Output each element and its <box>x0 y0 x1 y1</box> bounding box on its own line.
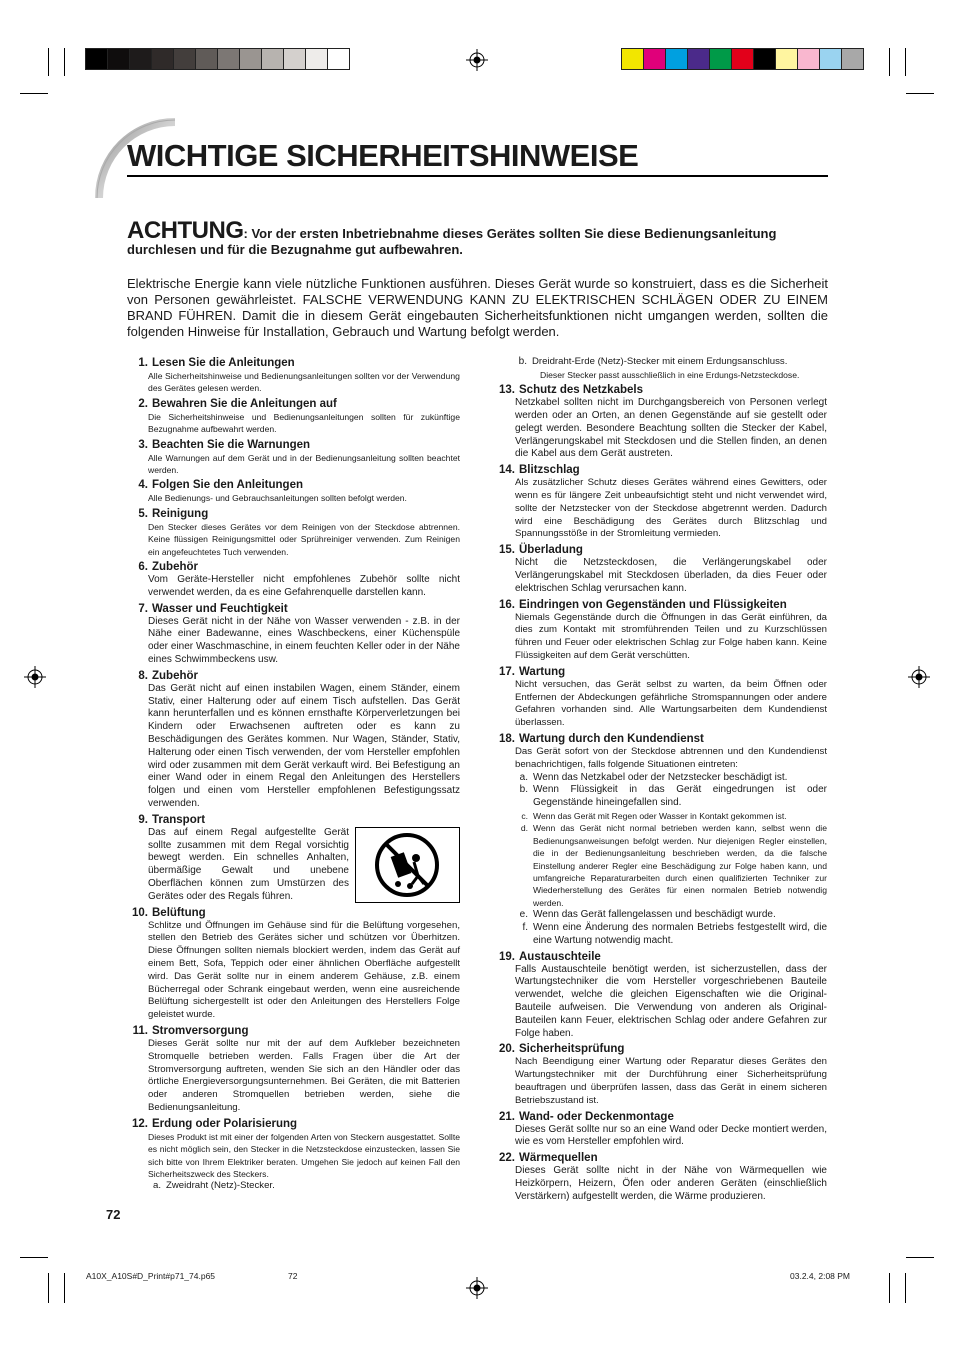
color-swatch <box>775 48 798 70</box>
color-swatch-row <box>622 48 864 68</box>
item-body: Als zusätzlicher Schutz dieses Gerätes während eines Gewitters, oder wenn es für längere Zeit unbeaufsichtigt steht und nicht verwendet wird, sollte der Netzstecker von der Steckdose abgetrennt werden. Dadurch wird eine Beschädigung des Gerätes durch Blitzschlag und Spannungsstöße in der Stromleitung vermieden. <box>515 477 827 540</box>
color-swatch <box>621 48 644 70</box>
item-number: 11. <box>132 1024 148 1037</box>
right-column <box>494 356 827 1206</box>
sub-item <box>515 922 827 948</box>
sub-item <box>515 772 827 785</box>
sub-item <box>515 784 827 810</box>
color-swatch <box>217 48 240 70</box>
sub-item-text: Wenn das Gerät nicht normal betrieben werden kann, selbst wenn die Bedienungsanweisungen befolgt werden. Nur diejenigen Regler einstellen, die in der Bedienungsanleitung beschrieben werden, da die falsche Einstellung anderer Regler eine Beschädigung zur Folge haben kann, und umfangreiche Reparaturarbeiten durch einen qualifizierten Techniker zur Wiederherstellung des Gerätes für einen normalen Betrieb notwendig werden. <box>533 823 827 908</box>
color-swatch <box>327 48 350 70</box>
item-number: 19. <box>499 950 515 963</box>
color-swatch <box>151 48 174 70</box>
item-body: Falls Austauschteile benötigt werden, ist sicherzustellen, dass der Wartungstechniker die vom Hersteller vorgeschriebenen Bauteile verwendet, welche die gleichen Eigenschaften wie die Original-Bauteile aufweisen. Die Verwendung von anderen als Original-Bauteilen kann Feuer, elektrischen Schlag oder andere Gefahren zur Folge haben. <box>515 963 827 1039</box>
sub-item-letter: e. <box>519 909 528 921</box>
sub-item-text: Wenn das Gerät mit Regen oder Wasser in Kontakt gekommen ist. <box>533 810 787 821</box>
item-heading: Reinigung <box>152 507 209 520</box>
item-number: 4. <box>138 479 148 492</box>
item-number: 3. <box>138 438 148 451</box>
item-body: Netzkabel sollten nicht im Durchgangsbereich von Personen verlegt werden oder an Orten, an denen Gegenstände auf sie gestellt oder gelegt werden. Besondere Beachtung sollten die Stecker der Kabel, Verlängerungskabel mit Steckdosen und die Stellen finden, an denen die Kabel aus dem Gerät austreten. <box>515 397 827 460</box>
crop-mark <box>905 48 906 76</box>
item-body: Alle Sicherheitshinweise und Bedienungsanleitungen sollten vor der Verwendung des Gerätes gelesen werden. <box>148 371 460 394</box>
color-swatch <box>129 48 152 70</box>
color-swatch <box>731 48 754 70</box>
safety-item <box>494 598 827 663</box>
crop-mark <box>906 93 934 94</box>
item-number: 7. <box>138 602 148 615</box>
intro-paragraph: Elektrische Energie kann viele nützliche Funktionen ausführen. Dieses Gerät wurde so konstruiert, dass es die Sicherheit von Personen gewährleistet. FALSCHE VERWENDUNG KANN ZU ELEKTRISCHEN SCHLÄGEN ODER ZU EINEM BRAND FÜHREN. Damit die in diesem Gerät eingebauten Sicherheitsfunktionen nicht umgangen werden, sollten die folgenden Hinweise für Installation, Gebrauch und Wartung befolgt werden. <box>127 276 828 339</box>
item-number: 18. <box>499 732 515 745</box>
item-body: Dieses Gerät sollte nur mit der auf dem Aufkleber bezeichneten Stromquelle betrieben werden. Falls Fragen über die Art der Stromversorgung auftreten, wenden Sie sich an den Händler oder das örtliche Energieversorgungsunternehmen. Bei Geräten, die mit Batterien oder anderen Stromquellen betrieben werden, siehe die Bedienungsanleitung. <box>148 1037 460 1113</box>
item-number: 6. <box>138 561 148 574</box>
item-heading: Transport <box>152 813 206 826</box>
sub-item-letter: b. <box>518 356 527 367</box>
safety-item <box>494 665 827 730</box>
item-number: 1. <box>138 357 148 369</box>
color-swatch <box>239 48 262 70</box>
registration-mark-icon <box>466 1277 488 1299</box>
sub-item-letter: d. <box>520 823 528 834</box>
color-swatch <box>709 48 732 70</box>
page-number: 72 <box>106 1207 121 1222</box>
item-body: Den Stecker dieses Gerätes vor dem Reinigen von der Steckdose abtrennen. Keine flüssigen Reinigungsmittel oder Sprühreiniger verwenden. Zum Reinigen ein angefeuchtetes Tuch verwenden. <box>148 521 460 557</box>
item-number: 10. <box>132 906 148 919</box>
item-body: Vom Geräte-Hersteller nicht empfohlenes Zubehör sollte nicht verwendet werden, da es eine Gefahrenquelle darstellen kann. <box>148 574 460 598</box>
safety-item <box>127 438 460 477</box>
item-number: 8. <box>138 669 148 682</box>
item-body: Nicht versuchen, das Gerät selbst zu warten, da beim Öffnen oder Entfernen der Abdeckungen gefährliche Stromspannungen oder andere Gefahren vorhanden sind. Alle Wartungsarbeiten dem Kundendienst überlassen. <box>515 678 827 729</box>
crop-mark <box>48 1273 49 1303</box>
safety-item <box>127 669 460 811</box>
color-swatch <box>173 48 196 70</box>
registration-mark-icon <box>24 666 46 688</box>
item-number: 5. <box>138 507 148 520</box>
color-swatch <box>665 48 688 70</box>
sub-item <box>514 356 827 369</box>
footer-filename: A10X_A10S#D_Print#p71_74.p65 <box>86 1271 216 1281</box>
sub-item-text: Dreidraht-Erde (Netz)-Stecker mit einem Erdungsanschluss. <box>532 356 788 367</box>
item-body: Das Gerät nicht auf einen instabilen Wagen, einem Ständer, einem Stativ, einer Halterung oder auf einem Tisch aufstellen. Das Gerät kann herunterfallen und es können ernsthafte Körperverletzungen bei Kindern oder Erwachsenen auftreten oder es kann zu Beschädigungen des Gerätes kommen. Nur Wagen, Ständer, Stativ, Halterung oder einen Tisch verwenden, der vom Hersteller empfohlen wird oder zusammen mit dem Gerät verkauft wird. Bei Befestigung an einer Wand oder in einem Regal den Anleitungen des Herstellers folgen und einen vom Hersteller empfohlenen Befestigungssatz verwenden. <box>148 682 460 810</box>
safety-item <box>127 507 460 558</box>
safety-item <box>127 602 460 667</box>
sub-item <box>515 822 827 909</box>
sub-item-text: Zweidraht (Netz)-Stecker. <box>166 1180 275 1192</box>
crop-mark <box>48 48 49 76</box>
safety-item <box>494 543 827 595</box>
safety-item <box>494 1110 827 1150</box>
sub-item-letter: f. <box>522 921 528 933</box>
item-heading: Schutz des Netzkabels <box>519 384 643 397</box>
item-number: 9. <box>138 813 148 826</box>
safety-item <box>494 732 827 948</box>
footer-date: 03.2.4, 2:08 PM <box>790 1271 851 1281</box>
item-heading: Belüftung <box>152 906 206 919</box>
safety-item <box>127 906 460 1022</box>
color-swatch <box>753 48 776 70</box>
page-title: WICHTIGE SICHERHEITSHINWEISE <box>127 138 639 173</box>
item-body: Alle Warnungen auf dem Gerät und in der Bedienungsanleitung sollten beachtet werden. <box>148 452 460 476</box>
color-swatch <box>797 48 820 70</box>
sub-item <box>148 1180 460 1192</box>
item-body: Dieses Gerät sollte nur so an eine Wand oder Decke montiert werden, wie es vom Hersteller empfohlen wird. <box>515 1123 827 1148</box>
cart-warning-icon <box>355 827 460 903</box>
item-body: Niemals Gegenstände durch die Öffnungen in das Gerät einführen, da dies zum Kontakt mit stromführenden Teilen und zu Kurzschlüssen führen und Feuer oder elektrischen Schlag zur Folge haben kann. Keine Flüssigkeiten auf dem Gerät verschütten. <box>515 611 827 661</box>
left-column <box>127 356 460 1195</box>
item-heading: Folgen Sie den Anleitungen <box>152 479 303 492</box>
item-body: Das auf einem Regal aufgestellte Gerät sollte zusammen mit dem Regal vorsichtig bewegt werden. Ein schnelles Anhalten, übermäßige Gewalt und unebene Oberflächen können zum Umstürzen des Gerätes oder des Regals führen. <box>148 826 349 902</box>
item-body: Dieses Gerät nicht in der Nähe von Wasser verwenden - z.B. in der Nähe einer Badewanne, eines Waschbeckens, einer Küchenspüle oder einer Waschmaschine, in einem feuchten Keller oder in der Nähe eines Schwimmbeckens usw. <box>148 615 460 666</box>
sub-item-letter: c. <box>521 810 528 821</box>
footer-page: 72 <box>288 1271 298 1281</box>
item-number: 12. <box>132 1117 148 1130</box>
item-heading: Wartung durch den Kundendienst <box>519 732 704 745</box>
safety-item <box>494 1042 827 1107</box>
color-swatch <box>261 48 284 70</box>
item-body: Nicht die Netzsteckdosen, die Verlängerungskabel oder Verlängerungskabel mit Steckdosen überladen, da dies Feuer oder elektrischen Schlag verursachen kann. <box>515 557 827 594</box>
safety-item <box>127 1024 460 1115</box>
plug-note: Dieser Stecker passt ausschließlich in eine Erdungs-Netzsteckdose. <box>540 369 800 380</box>
sub-item-letter: b. <box>519 784 528 796</box>
safety-item <box>127 560 460 600</box>
item-body: Die Sicherheitshinweise und Bedienungsanleitungen sollten für zukünftige Bezugnahme aufbewahrt werden. <box>148 411 460 435</box>
color-swatch <box>819 48 842 70</box>
title-underline <box>127 175 828 177</box>
safety-item <box>127 478 460 504</box>
crop-mark <box>905 1273 906 1303</box>
color-swatch <box>85 48 108 70</box>
safety-item <box>494 383 827 461</box>
item-heading: Stromversorgung <box>152 1024 249 1037</box>
sub-item <box>515 810 827 822</box>
item-number: 22. <box>499 1152 515 1165</box>
item-heading: Erdung oder Polarisierung <box>152 1117 298 1130</box>
item-number: 13. <box>499 384 515 397</box>
item-body: Das Gerät sofort von der Steckdose abtrennen und den Kundendienst benachrichtigen, falls folgende Situationen eintreten: <box>515 745 827 770</box>
color-swatch <box>643 48 666 70</box>
item-heading: Wartung <box>519 665 566 678</box>
safety-item <box>127 356 460 395</box>
crop-mark <box>20 93 48 94</box>
item-body: Dieses Produkt ist mit einer der folgenden Arten von Steckern ausgestattet. Sollte es nicht möglich sein, den Stecker in die Netzsteckdose einzustecken, lassen Sie sich bitte von Ihrem Elektriker beraten. Umgehen Sie jedoch auf keinen Fall den Sicherheitszweck des Steckers. <box>148 1131 460 1179</box>
sub-item-letter: a. <box>519 771 528 783</box>
sub-item-letter: a. <box>152 1180 161 1192</box>
item-body: Schlitze und Öffnungen im Gehäuse sind für die Belüftung vorgesehen, stellen den Betrieb des Gerätes sicher und schützen vor Überhitzen. Diese Öffnungen sollten niemals blockiert werden, indem das Gerät auf einem Bett, Sofa, Teppich oder einer ähnlichen Oberfläche aufgestellt wird. Das Gerät sollte nur in einem anderem Gehäuse, z.B. einem Bücherregal oder Schrank eingebaut werden, wenn eine ausreichende Belüftung sichergestellt ist oder den Anleitungen des Herstellers Folge geleistet wurde. <box>148 919 460 1021</box>
item-number: 17. <box>499 665 515 678</box>
sub-item-text: Wenn eine Änderung des normalen Betriebs festgestellt wird, die eine Wartung notwendig macht. <box>533 921 827 946</box>
item-heading: Zubehör <box>152 669 198 682</box>
crop-mark <box>64 1273 65 1303</box>
safety-item <box>494 463 827 541</box>
item-heading: Blitzschlag <box>519 464 580 477</box>
color-swatch <box>195 48 218 70</box>
item-body: Alle Bedienungs- und Gebrauchsanleitungen sollten befolgt werden. <box>148 493 407 504</box>
item-body: Dieses Gerät sollte nicht in der Nähe von Wärmequellen wie Heizkörpern, Heizern, Öfen oder anderen Geräten (einschließlich Verstärkern) aufgestellt werden, die Wärme produzieren. <box>515 1165 827 1202</box>
gray-swatch-row <box>86 48 350 68</box>
item-heading: Beachten Sie die Warnungen <box>152 438 311 451</box>
item-number: 15. <box>499 544 515 557</box>
crop-mark <box>20 1257 48 1258</box>
sub-item-text: Wenn das Gerät fallengelassen und beschädigt wurde. <box>533 909 776 921</box>
item-heading: Lesen Sie die Anleitungen <box>152 357 295 369</box>
title-block <box>95 118 828 208</box>
safety-item <box>494 950 827 1041</box>
color-swatch <box>107 48 130 70</box>
registration-mark-icon <box>908 666 930 688</box>
item-heading: Überladung <box>519 544 583 557</box>
item-heading: Zubehör <box>152 561 198 574</box>
achtung-word: ACHTUNG <box>127 217 244 244</box>
item-number: 20. <box>499 1043 515 1056</box>
item-heading: Eindringen von Gegenständen und Flüssigkeiten <box>519 598 787 611</box>
sub-item-text: Wenn das Netzkabel oder der Netzstecker beschädigt ist. <box>533 771 788 783</box>
safety-item <box>127 1117 460 1193</box>
crop-mark <box>906 1257 934 1258</box>
item-heading: Wärmequellen <box>519 1152 598 1165</box>
item-number: 2. <box>138 397 148 410</box>
item-heading: Sicherheitsprüfung <box>519 1043 625 1056</box>
color-swatch <box>305 48 328 70</box>
crop-mark <box>889 48 890 76</box>
item-heading: Bewahren Sie die Anleitungen auf <box>152 397 337 410</box>
registration-mark-icon <box>466 49 488 71</box>
item-number: 16. <box>499 598 515 611</box>
safety-item <box>127 813 460 904</box>
item-number: 21. <box>499 1110 515 1123</box>
item-body: Nach Beendigung einer Wartung oder Reparatur dieses Gerätes den Wartungstechniker mit der Durchführung einer Sicherheitsprüfung beauftragen und überprüfen lassen, dass das Gerät in einem sicheren Betriebszustand ist. <box>515 1056 827 1106</box>
safety-item <box>494 1151 827 1203</box>
sub-item-text: Wenn Flüssigkeit in das Gerät eingedrungen ist oder Gegenstände hineingefallen sind. <box>533 784 827 809</box>
achtung-text: : Vor der ersten Inbetriebnahme dieses Gerätes sollten Sie diese Bedienungsanleitung durchlesen und für die Bezugnahme gut aufbewahren. <box>127 226 777 257</box>
item-heading: Wasser und Feuchtigkeit <box>152 602 288 615</box>
item-number: 14. <box>499 464 515 477</box>
sub-item <box>515 909 827 922</box>
item-heading: Austauschteile <box>519 950 601 963</box>
crop-mark <box>889 1273 890 1303</box>
item-heading: Wand- oder Deckenmontage <box>519 1110 674 1123</box>
color-swatch <box>283 48 306 70</box>
crop-mark <box>64 48 65 76</box>
achtung-notice <box>127 217 832 258</box>
safety-item <box>127 397 460 436</box>
color-swatch <box>687 48 710 70</box>
color-swatch <box>841 48 864 70</box>
